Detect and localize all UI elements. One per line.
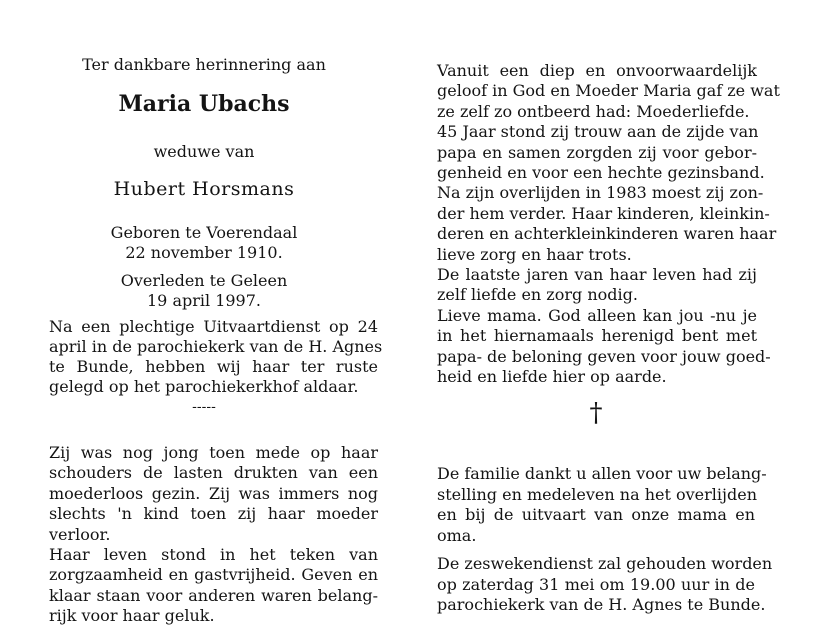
text-line: verloor.	[49, 524, 111, 544]
intro-line: Ter dankbare herinnering aan	[82, 55, 326, 74]
funeral-paragraph	[49, 317, 383, 397]
text-line: op zaterdag 31 mei om 19.00 uur in de	[437, 574, 755, 594]
text-line: papa en samen zorgden zij voor gebor-	[437, 142, 757, 162]
birth-date: 22 november 1910.	[125, 243, 283, 262]
text-line: De familie dankt u allen voor uw belang-	[437, 464, 767, 483]
text-line: april in de parochiekerk van de H. Agnes	[49, 337, 383, 356]
text-line: slechts 'n kind toen zij haar moeder	[49, 504, 378, 524]
birth-info	[49, 223, 359, 263]
text-line: genheid en voor een hechte gezinsband.	[437, 163, 765, 183]
husband-name: Hubert Horsmans	[113, 178, 295, 200]
text-line: 45 Jaar stond zij trouw aan de zijde van	[437, 122, 759, 142]
text-line: der hem verder. Haar kinderen, kleinkin-	[437, 203, 770, 223]
biography-paragraph	[49, 443, 378, 627]
text-line: oma.	[437, 525, 477, 545]
text-line: Na zijn overlijden in 1983 moest zij zon-	[437, 183, 764, 203]
text-line: te Bunde, hebben wij haar ter ruste	[49, 357, 378, 376]
text-line: heid en liefde hier op aarde.	[437, 367, 667, 387]
text-line: Haar leven stond in het teken van	[49, 545, 378, 565]
text-line: schouders de lasten drukten van een	[49, 463, 378, 483]
text-line: Vanuit een diep en onvoorwaardelijk	[437, 61, 757, 80]
text-line: moederloos gezin. Zij was immers nog	[49, 483, 378, 503]
death-info	[49, 271, 359, 311]
birth-place: Geboren te Voerendaal	[110, 223, 298, 242]
text-line: klaar staan voor anderen waren belang-	[49, 585, 378, 605]
text-line: De laatste jaren van haar leven had zij	[437, 265, 757, 285]
text-line: ze zelf zo ontbeerd had: Moederliefde.	[437, 101, 750, 121]
faith-paragraph	[437, 61, 780, 388]
deceased-name: Maria Ubachs	[118, 91, 290, 117]
text-line: gelegd op het parochiekerkhof aldaar.	[49, 377, 359, 396]
text-line: in het hiernamaals herenigd bent met	[437, 326, 757, 346]
text-line: zorgzaamheid en gastvrijheid. Geven en	[49, 565, 378, 585]
text-line: Lieve mama. God alleen kan jou -nu je	[437, 305, 757, 325]
text-line: rijk voor haar geluk.	[49, 606, 215, 626]
thanks-paragraph	[437, 464, 767, 546]
death-place: Overleden te Geleen	[120, 271, 288, 290]
text-line: geloof in God en Moeder Maria gaf ze wat	[437, 81, 780, 101]
separator: -----	[192, 399, 216, 415]
text-line: en bij de uitvaart van onze mama en	[437, 505, 755, 524]
text-line: stelling en medeleven na het overlijden	[437, 484, 758, 504]
text-line: parochiekerk van de H. Agnes te Bunde.	[437, 595, 766, 614]
widow-of-line: weduwe van	[153, 142, 255, 161]
text-line: Zij was nog jong toen mede op haar	[49, 443, 378, 462]
memorial-mass-paragraph	[437, 554, 773, 616]
text-line: zelf liefde en zorg nodig.	[437, 285, 638, 305]
text-line: Na een plechtige Uitvaartdienst op 24	[49, 317, 378, 336]
cross-icon: †	[589, 398, 603, 428]
text-line: lieve zorg en haar trots.	[437, 244, 632, 264]
death-date: 19 april 1997.	[147, 291, 261, 310]
text-line: deren en achterkleinkinderen waren haar	[437, 224, 777, 244]
text-line: papa- de beloning geven voor jouw goed-	[437, 346, 771, 366]
text-line: De zeswekendienst zal gehouden worden	[437, 554, 773, 573]
